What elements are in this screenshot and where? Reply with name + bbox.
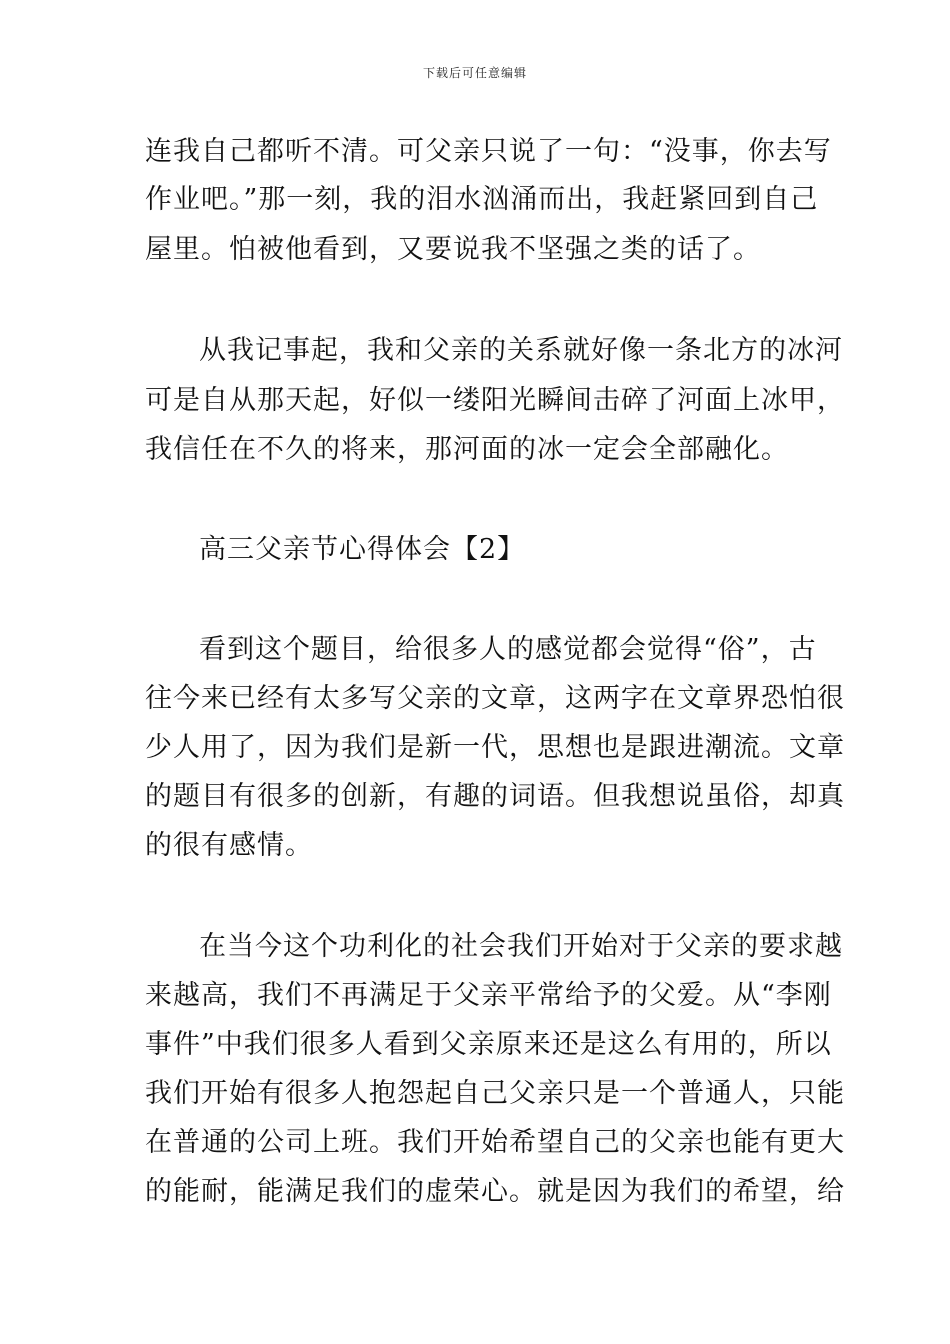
paragraph-1-line-1: 连我自己都听不清。可父亲只说了一句：“没事，你去写 [145, 136, 832, 167]
paragraph-4-line-1: 在当今这个功利化的社会我们开始对于父亲的要求越 [199, 931, 843, 962]
paragraph-1-line-3: 屋里。怕被他看到，又要说我不坚强之类的话了。 [145, 234, 761, 265]
paragraph-3-line-3: 少人用了，因为我们是新一代，思想也是跟进潮流。文章 [145, 732, 845, 763]
paragraph-3-line-5: 的很有感情。 [145, 830, 313, 861]
paragraph-4-line-6: 的能耐，能满足我们的虚荣心。就是因为我们的希望，给 [145, 1176, 845, 1207]
paragraph-1-line-2: 作业吧。”那一刻，我的泪水汹涌而出，我赶紧回到自己 [145, 184, 819, 215]
paragraph-3-line-1: 看到这个题目，给很多人的感觉都会觉得“俗”，古 [199, 634, 817, 665]
paragraph-4-line-4: 我们开始有很多人抱怨起自己父亲只是一个普通人，只能 [145, 1078, 845, 1109]
paragraph-2-line-3: 我信任在不久的将来，那河面的冰一定会全部融化。 [145, 434, 789, 465]
paragraph-3-line-2: 往今来已经有太多写父亲的文章，这两字在文章界恐怕很 [145, 683, 845, 714]
section-heading: 高三父亲节心得体会【2】 [199, 534, 526, 565]
paragraph-2-line-2: 可是自从那天起，好似一缕阳光瞬间击碎了河面上冰甲， [145, 385, 845, 416]
paragraph-3-line-4: 的题目有很多的创新，有趣的词语。但我想说虽俗，却真 [145, 781, 845, 812]
paragraph-4-line-2: 来越高，我们不再满足于父亲平常给予的父爱。从“李刚 [145, 980, 832, 1011]
page-header: 下载后可任意编辑 [422, 66, 527, 80]
paragraph-4-line-5: 在普通的公司上班。我们开始希望自己的父亲也能有更大 [145, 1127, 845, 1158]
paragraph-2-line-1: 从我记事起，我和父亲的关系就好像一条北方的冰河 [199, 335, 843, 366]
paragraph-4-line-3: 事件”中我们很多人看到父亲原来还是这么有用的，所以 [145, 1029, 832, 1060]
